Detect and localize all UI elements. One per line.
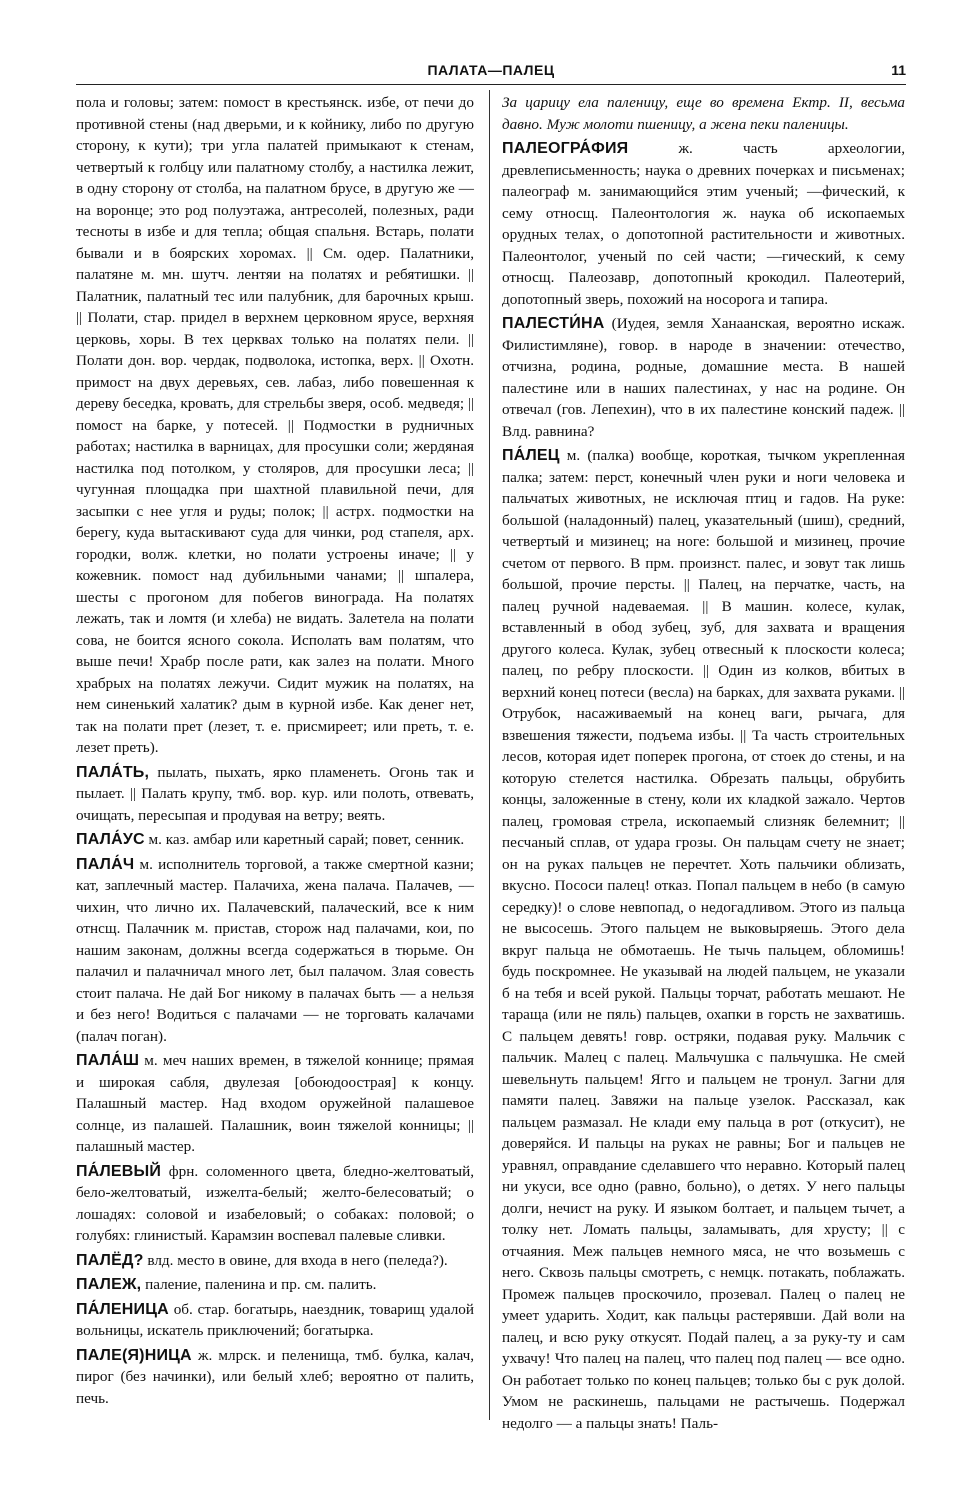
- entry-headword: ПА́ЛЕВЫЙ: [76, 1162, 162, 1180]
- entry-headword: ПА́ЛЕЦ: [502, 447, 560, 464]
- entry-headword: ПАЛА́Ш: [76, 1052, 140, 1069]
- entry-headword: ПАЛА́УС: [76, 831, 145, 848]
- dictionary-entry: [502, 138, 905, 310]
- entry-text: об. стар. богатырь, наездник, товарищ удалой вольницы, искатель приключений; богатырка.: [76, 1300, 475, 1339]
- entry-text: (Иудея, земля Ханаанская, вероятно искаж. Филистимляне), говор. в народе в значении: отечество, отчизна, родина, родные, домашние места. В нашей палестине или в наших палестинах, у нас на родине. Он отвечал (гов. Лепехин), что в их палестине конский падеж. || Влд. равнина?: [502, 315, 905, 440]
- entry-text: ж. млрск. и пеленища, тмб. булка, калач, пирог (без начинки), или белый хлеб; вероятно от палить, печь.: [76, 1346, 475, 1407]
- running-head: ПАЛАТА—ПАЛЕЦ: [427, 62, 555, 78]
- entry-headword: ПАЛЕЖ,: [76, 1276, 142, 1293]
- entry-text: паление, паленина и пр. см. палить.: [145, 1276, 377, 1293]
- page-header: [76, 60, 906, 85]
- dictionary-entry: [76, 1161, 474, 1247]
- dictionary-entry: [76, 1345, 474, 1410]
- dictionary-entry: [76, 854, 474, 1048]
- column-divider: [489, 90, 490, 1420]
- page-number: 11: [891, 62, 906, 78]
- entry-headword: ПАЛЕ(Я)НИЦА: [76, 1346, 192, 1364]
- entry-text: м. (палка) вообще, короткая, тычком укрепленная палка; затем: перст, конечный член руки и ноги человека и пальчатых животных, не исключая птиц и гадов. На руке: большой (наладонный) палец, указательный (шиш), средний, четвертый и мизинец; на ноге: большой и мизинец, прочие счетом от первого. В прм. произнст. палес, и зовут так лишь большой, прочие персты. || Палец, на перчатке, часть, на палец ручной надеваемая. || В машин. колесе, кулак, вставленный в обод зубец, зуб, для захвата и вращения другого колеса. Кулак, зубец отвесный к плоскости колеса; палец, по ребру плоскости. || Один из колков, вбитых в верхний конец потеси (весла) на барках, для захвата руками. || Отрубок, насаживаемый на конец ваги, рычага, для взвешения тяжести, подъема избы. || Та часть строительных лесов, которая идет поперек прогона, от стоек до стены, и на которую стелется настилка. Обрезать пальцы, обрубить концы, заложенные в стену, коли их кладкой зажало. Чертов палец, громовая стрела, ископаемый слизняк белемнит; || песчаный сплав, от удара грозы. Он пальцам счету не знает; он на руках пальцев не перечтет. Хоть пальчики облизать, вкусно. Пососи палец! отказ. Попал пальцем в небо (в самую середку)! о слове невпопад, о недогадливом. Этого из пальца не высосешь. Этого пальцем не выковыряешь. Этого дела вкруг пальца не обмотаешь. Не тычь пальцем, обломишь! будь поскромнее. Не указывай на людей пальцем, не указали б на тебя и всей рукой. Пальцы торчат, работать мешают. Не тараща (или не пяль) пальцев, охапки в горсть не захватишь. С пальцем девять! говр. остряки, подавая руку. Мальчик с пальчик. Малец с палец. Мальчушка с пальчушка. Не смей шевельнуть пальцем! Ягго и пальцем не тронул. Загни для памяти палец. Завяжи на пальце узелок. Рассказал, как пальцем размазал. Не клади ему пальца в рот (откусит), не доверяйся. И пальцы на руках не равны; Бог и пальцев не уравнял, оправдание сделавшего что неравно. Который палец ни укуси, все одно (равно, больно), о детях. У него пальцы долги, нечист на руку. И языком болтает, и пальцем тычет, а толку нет. Ломать пальцы, заламывать, для хрусту; || с отчаяния. Меж пальцев немного мяса, не что возьмешь с него. Сквозь пальцы смотреть, с немцк. потакать, поблажать. Промеж пальцев проскочило, прозевал. Палец о палец не умеет ударить. Ходит, как пальцы растерявши. Дай воли на палец, и всю руку откусят. Подай палец, а за руку-ту и сам ухвачу! Что палец на палец, что палец под палец — все одно. Он работает только по конец пальцев; только бы с рук долой. Умом не раскинешь, пальцами не растычешь. Подержал недолго — а пальцы знать! Паль-: [502, 447, 905, 1432]
- entry-text: м. исполнитель торговой, а также смертной казни; кат, заплечный мастер. Палачиха, жена палача. Палачев, —чихин, что лично их. Палачевский, палаческий, все к ним отнсщ. Палачник м. пристав, сторож над палачами, кои, по нашим законам, должны всегда содержаться в тюрьме. Он палачил и палачничал много лет, был палачом. Злая совесть стоит палача. Не дай Бог никому в палачах быть — а нельзя и без него! Водиться с палачами — не торговать калачами (палач поган).: [76, 855, 474, 1045]
- dictionary-entry: [76, 1299, 474, 1342]
- entry-headword: ПАЛЕСТИ́НА: [502, 315, 605, 332]
- entry-text: ж. часть археологии, древлеписьменность; наука о древних почерках и письменах; палеограф м. занимающийся этим ученый; —фический, к сему относщ. Палеонтология ж. наука об ископаемых орудных телах, о допотопной растительности и животных. Палеонтолог, ученый по сей части; —гический, к сему относщ. Палеозавр, допотопный крокодил. Палеотерий, допотопный зверь, похожий на носорога и тапира.: [502, 140, 905, 308]
- dictionary-entry: [502, 92, 905, 135]
- left-column: [76, 92, 474, 1412]
- entry-text: м. меч наших времен, в тяжелой коннице; прямая и широкая сабля, двулезая [обоюдоострая] к концу. Палашный мастер. Над входом оружейной палашевое солнце, из палашей. Палашник, воин тяжелой конницы; || палашный мастер.: [76, 1052, 474, 1155]
- dictionary-entry: [76, 1050, 474, 1158]
- entry-text: м. каз. амбар или каретный сарай; повет, сенник.: [148, 831, 465, 848]
- dictionary-entry: [76, 1250, 474, 1272]
- entry-headword: ПАЛА́Ч: [76, 855, 135, 873]
- dictionary-entry: [76, 92, 474, 759]
- entry-text: пылать, пыхать, ярко пламенеть. Огонь так и пылает. || Палать крупу, тмб. вор. кур. или полоть, отвевать, очищать, пересыпая и продувая на ветру; веять.: [76, 763, 475, 824]
- dictionary-entry: [76, 829, 474, 851]
- entry-text: пола и головы; затем: помост в крестьянск. избе, от печи до противной стены (над дверьми, и к койнику, либо по другую сторону, к кути); три угла палатей примыкают к стенам, четвертый к голбцу или палатному столбу, а настилка лежит, в одну сторону от столба, на палатном брусе, в другую же — на воронце; это род полуэтажа, антресолей, полезных, ради тесноты в избе и для тепла; общая спальня. Встарь, полати бывали и в боярских хоромах. || См. одер. Палатники, палатяне м. мн. шутч. лентяи на полатях и ребятишки. || Палатник, палатный тес или палубник, для барочных крыш. || Полати, стар. придел в верхнем церковном ярусе, верхняя церковь, хоры. В тех церквах только на полатях пели. || Полати дон. вор. чердак, подволока, истопка, верх. || Охотн. примост на двух деревьях, сев. лабаз, либо повешенная к дереву беседка, кровать, для стрельбы зверя, особ. медведя; || помост на барке, у потесей. || Подмостки в рудничных работах; настилка в варницах, для просушки соли; жердяная настилка под потолком, у столяров, для просушки леса; || чугунная площадка при шахтной плавильной печи, для засыпки с нее угля и руды; полок; || астрх. подмостки на берегу, куда вытаскивают суда для чинки, род стапеля, арх. городки, волж. клетки, но полати устроены иначе; || у кожевник. помост над дубильными чанами; || шпалера, шесты с прогоном для побегов винограда. На полатях лежать, так и ломтя (и хлеба) не видать. Залетела на полати сова, не боится ясного сокола. Исполать вам полатям, что выше печи! Храбр после рати, как залез на полати. Много храбрых на полатях лежучи. Сидит мужик на полатях, на нем синенький халатик? дым в курной избе. Как денег нет, так на полати прет (лезет, т. е. присмиреет; или преть, т. е. лезет преть).: [76, 94, 474, 756]
- entry-headword: ПАЛЁД?: [76, 1251, 144, 1269]
- entry-text: фрн. соломенного цвета, бледно-желтоватый, бело-желтоватый, изжелта-белый; желто-белесоватый; о лошадях: соловой и изабеловый; о собаках: половой; о голубях: глинистый. Карамзин воспевал палевые сливки.: [76, 1162, 474, 1244]
- entry-headword: ПАЛЕОГРА́ФИЯ: [502, 140, 629, 157]
- dictionary-entry: [502, 313, 905, 442]
- dictionary-entry: [502, 445, 905, 1434]
- dictionary-entry: [76, 762, 474, 827]
- entry-headword: ПАЛА́ТЬ,: [76, 763, 150, 781]
- entry-text: За царицу ела паленицу, еще во времена Ектр. II, весьма давно. Муж молоти пшеницу, а жена пеки паленицы.: [502, 94, 905, 133]
- dictionary-entry: [76, 1274, 474, 1296]
- right-column: [502, 92, 905, 1437]
- entry-headword: ПА́ЛЕНИЦА: [76, 1300, 169, 1318]
- entry-text: влд. место в овине, для входа в него (пеледа?).: [147, 1251, 448, 1269]
